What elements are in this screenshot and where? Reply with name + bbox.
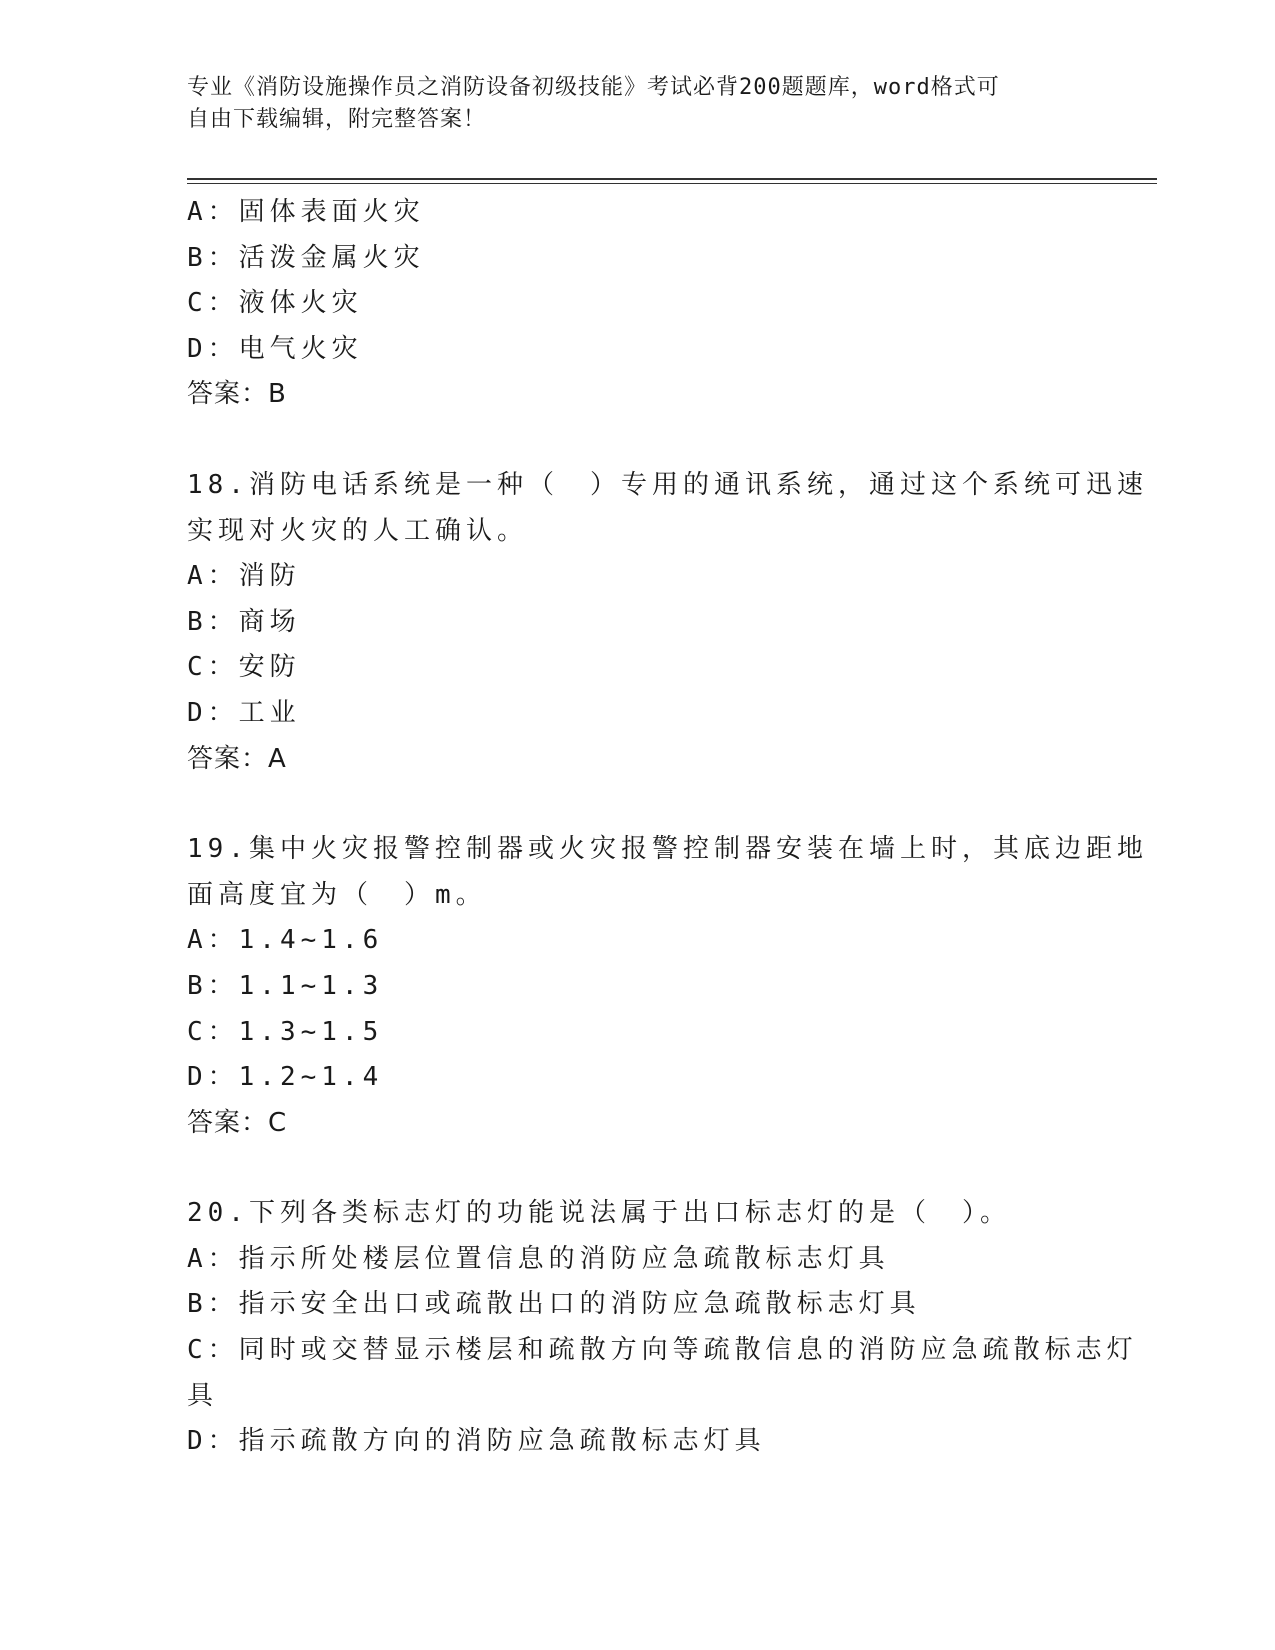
question-stem-line-2: 面高度宜为（ ）m。 [187, 879, 487, 910]
answer: 答案：C [187, 1107, 288, 1138]
question-18 [187, 463, 1148, 782]
header-divider [187, 178, 1157, 184]
option-b: B：商场 [187, 606, 301, 637]
option-d: D：指示疏散方向的消防应急疏散标志灯具 [187, 1426, 766, 1457]
option-d: D：电气火灾 [187, 333, 363, 364]
option-b: B：指示安全出口或疏散出口的消防应急疏散标志灯具 [187, 1289, 921, 1320]
option-d: D：1.2~1.4 [187, 1062, 384, 1093]
question-stem-line-1: 19.集中火灾报警控制器或火灾报警控制器安装在墙上时，其底边距地 [187, 834, 1148, 865]
question-20 [187, 1191, 1138, 1465]
question-list [187, 190, 1148, 1465]
question-stem-line-1: 20.下列各类标志灯的功能说法属于出口标志灯的是（ ）。 [187, 1198, 1011, 1229]
spacer [187, 1146, 1087, 1191]
question-19 [187, 827, 1148, 1146]
spacer [187, 782, 1087, 827]
option-c-continued: 具 [187, 1380, 219, 1411]
option-b: B：活泼金属火灾 [187, 242, 425, 273]
answer: 答案：B [187, 379, 287, 410]
header-line-2: 自由下载编辑，附完整答案！ [187, 107, 487, 132]
question-stem-line-1: 18.消防电话系统是一种（ ）专用的通讯系统，通过这个系统可迅速 [187, 469, 1148, 500]
question-stem-line-2: 实现对火灾的人工确认。 [187, 515, 529, 546]
spacer [187, 418, 1087, 463]
option-a: A：固体表面火灾 [187, 197, 425, 227]
header-line-1: 专业《消防设施操作员之消防设备初级技能》考试必背200题题库，word格式可 [187, 75, 1000, 100]
option-a: A：1.4~1.6 [187, 925, 384, 956]
option-c: C：安防 [187, 652, 301, 683]
option-c: C：同时或交替显示楼层和疏散方向等疏散信息的消防应急疏散标志灯 [187, 1335, 1138, 1366]
option-d: D：工业 [187, 697, 301, 728]
document-header [187, 72, 1087, 136]
option-c: C：液体火灾 [187, 288, 363, 319]
question-17-options [187, 190, 1087, 418]
option-a: A：指示所处楼层位置信息的消防应急疏散标志灯具 [187, 1243, 890, 1274]
answer: 答案：A [187, 743, 287, 774]
option-b: B：1.1~1.3 [187, 970, 384, 1001]
option-c: C：1.3~1.5 [187, 1016, 384, 1047]
option-a: A：消防 [187, 561, 301, 592]
